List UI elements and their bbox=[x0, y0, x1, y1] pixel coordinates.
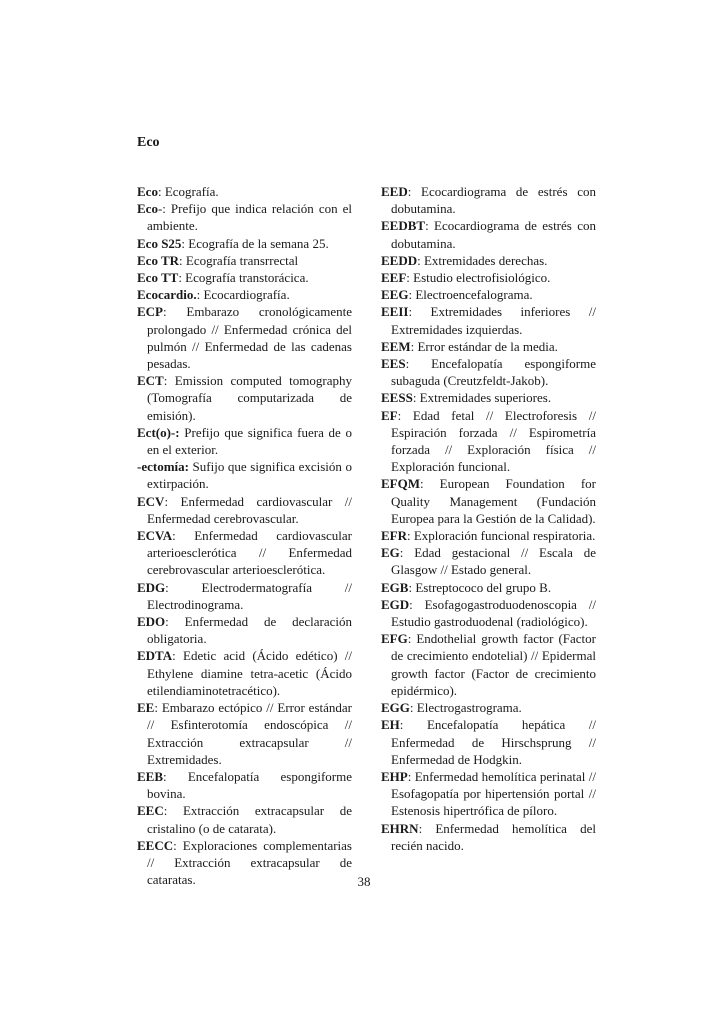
entry-term: ECT bbox=[137, 373, 164, 389]
glossary-entry bbox=[381, 768, 596, 820]
entry-term: Eco TT bbox=[137, 270, 179, 286]
entry-term: EEF bbox=[381, 270, 407, 286]
entry-definition: : Encefalopatía hepática // Enfermedad de Hirschsprung // Enfermedad de Hodgkin. bbox=[391, 717, 596, 767]
entry-definition: : Encefalopatía espongiforme bovina. bbox=[147, 768, 352, 802]
glossary-entry bbox=[137, 286, 352, 303]
glossary-entry bbox=[381, 596, 596, 630]
glossary-entry bbox=[381, 269, 596, 286]
entry-definition: : Extremidades derechas. bbox=[417, 252, 548, 268]
glossary-entry bbox=[137, 647, 352, 699]
glossary-entry bbox=[381, 820, 596, 854]
right-column bbox=[381, 183, 596, 854]
entry-definition: : Enfermedad cardiovascular // Enfermedad cerebrovascular. bbox=[147, 493, 352, 526]
entry-definition: : Ecografía transtorácica. bbox=[178, 270, 309, 286]
entry-term: EFG bbox=[381, 631, 408, 647]
glossary-entry bbox=[381, 303, 596, 337]
glossary-entry bbox=[137, 527, 352, 579]
running-head: Eco bbox=[137, 135, 160, 150]
entry-term: EECC bbox=[137, 837, 174, 853]
entry-term: EDO bbox=[137, 614, 166, 630]
entry-term: EFQM bbox=[381, 476, 420, 492]
glossary-entry bbox=[137, 424, 352, 458]
entry-term: EH bbox=[381, 717, 400, 733]
entry-term: EEM bbox=[381, 338, 411, 354]
entry-term: EGB bbox=[381, 579, 409, 595]
entry-definition: -: Prefijo que indica relación con el ambiente. bbox=[147, 201, 352, 234]
entry-definition: : Esofagogastroduodenoscopia // Estudio gastroduodenal (radiológico). bbox=[391, 596, 596, 630]
entry-term: EES bbox=[381, 356, 406, 372]
glossary-entry bbox=[381, 407, 596, 476]
entry-definition: : Ecocardiograma de estrés con dobutamina. bbox=[391, 218, 596, 251]
glossary-entry bbox=[137, 802, 352, 836]
entry-definition: : Edad fetal // Electroforesis // Espiración forzada // Espirometría forzada // Exploración física // Exploración funcional. bbox=[391, 407, 596, 475]
entry-term: EHP bbox=[381, 768, 408, 784]
glossary-entry bbox=[381, 579, 596, 596]
entry-definition: : Electrodermatografía // Electrodinograma. bbox=[147, 579, 352, 612]
glossary-entry bbox=[381, 217, 596, 251]
left-column bbox=[137, 183, 352, 888]
entry-term: EESS bbox=[381, 390, 413, 406]
glossary-entry bbox=[137, 372, 352, 424]
entry-term: Eco bbox=[137, 184, 158, 199]
glossary-entry bbox=[137, 303, 352, 372]
entry-term: EFR bbox=[381, 528, 407, 544]
entry-term: EDTA bbox=[137, 648, 173, 664]
glossary-entry bbox=[381, 475, 596, 527]
entry-term: EED bbox=[381, 184, 408, 199]
entry-term: EEC bbox=[137, 803, 164, 819]
glossary-entry bbox=[381, 183, 596, 217]
glossary-entry bbox=[137, 699, 352, 768]
entry-definition: : Error estándar de la media. bbox=[410, 338, 558, 354]
entry-definition: : Electroencefalograma. bbox=[408, 287, 533, 303]
entry-definition: : Embarazo ectópico // Error estándar // Esfinterotomía endoscópica // Extracción extracapsular // Extremidades. bbox=[147, 700, 352, 767]
entry-definition: Prefijo que significa fuera de o en el exterior. bbox=[147, 424, 352, 458]
glossary-entry bbox=[137, 235, 352, 252]
glossary-entry bbox=[137, 579, 352, 613]
entry-term: EEDD bbox=[381, 252, 418, 268]
entry-term: EEB bbox=[137, 768, 164, 784]
entry-term: ECV bbox=[137, 493, 165, 509]
entry-term: ECVA bbox=[137, 528, 173, 544]
entry-definition: : Ecografía de la semana 25. bbox=[181, 235, 329, 251]
entry-term: EE bbox=[137, 700, 155, 716]
entry-definition: : Ecocardiografía. bbox=[196, 287, 290, 303]
entry-definition: : Ecocardiograma de estrés con dobutamina. bbox=[391, 184, 596, 217]
entry-definition: : Enfermedad cardiovascular arterioesclerótica // Enfermedad cerebrovascular arterioesclerótica. bbox=[147, 528, 352, 578]
entry-definition: : Ecografía transrrectal bbox=[179, 252, 299, 268]
glossary-entry bbox=[381, 355, 596, 389]
entry-definition: : Edetic acid (Ácido edético) // Ethylene diamine tetra-acetic (Ácido etilendiaminotetracético). bbox=[147, 648, 352, 698]
entry-term: EEII bbox=[381, 304, 409, 320]
entry-definition: : Enfermedad de declaración obligatoria. bbox=[147, 614, 352, 647]
entry-term: EEDBT bbox=[381, 218, 426, 234]
entry-term: Eco S25 bbox=[137, 235, 182, 251]
entry-definition: : Extremidades superiores. bbox=[412, 390, 552, 406]
entry-definition: : Extracción extracapsular de cristalino (o de catarata). bbox=[147, 803, 352, 836]
entry-term: Eco TR bbox=[137, 252, 180, 268]
glossary-entry bbox=[381, 630, 596, 699]
glossary-entry bbox=[381, 527, 596, 544]
glossary-entry bbox=[381, 716, 596, 768]
glossary-entry bbox=[381, 252, 596, 269]
page-number: 38 bbox=[357, 874, 371, 889]
entry-definition: : Emission computed tomography (Tomografía computarizada de emisión). bbox=[147, 373, 352, 423]
entry-term: Ect(o)-: bbox=[137, 424, 180, 440]
glossary-entry bbox=[381, 286, 596, 303]
glossary-entry bbox=[137, 613, 352, 647]
glossary-entry bbox=[137, 183, 352, 200]
entry-term: EGG bbox=[381, 700, 410, 716]
entry-definition: : Exploraciones complementarias // Extracción extracapsular de cataratas. bbox=[147, 837, 352, 888]
entry-term: -ectomía: bbox=[137, 459, 189, 475]
entry-term: Eco bbox=[137, 201, 158, 217]
entry-term: EF bbox=[381, 407, 398, 423]
entry-definition: : Endothelial growth factor (Factor de crecimiento endotelial) // Epidermal growth factor (Factor de crecimiento epidérmico). bbox=[391, 631, 596, 698]
entry-definition: : Enfermedad hemolítica del recién nacido. bbox=[391, 820, 596, 853]
entry-definition: : Estudio electrofisiológico. bbox=[406, 270, 551, 286]
glossary-entry bbox=[137, 768, 352, 802]
glossary-entry bbox=[137, 458, 352, 492]
entry-definition: : Estreptococo del grupo B. bbox=[408, 579, 552, 595]
entry-definition: : Extremidades inferiores // Extremidades izquierdas. bbox=[391, 304, 596, 337]
entry-term: ECP bbox=[137, 304, 163, 320]
entry-definition: : Encefalopatía espongiforme subaguda (Creutzfeldt-Jakob). bbox=[391, 356, 596, 389]
glossary-entry bbox=[381, 699, 596, 716]
entry-definition: Sufijo que significa excisión o extirpación. bbox=[147, 459, 352, 492]
entry-term: EGD bbox=[381, 596, 410, 612]
entry-term: EEG bbox=[381, 287, 409, 303]
entry-definition: : Edad gestacional // Escala de Glasgow // Estado general. bbox=[391, 545, 596, 578]
glossary-entry bbox=[137, 252, 352, 269]
entry-term: EDG bbox=[137, 579, 166, 595]
glossary-entry bbox=[381, 338, 596, 355]
glossary-entry bbox=[137, 200, 352, 234]
entry-definition: : Electrogastrograma. bbox=[409, 700, 522, 716]
entry-definition: : Ecografía. bbox=[157, 184, 219, 199]
entry-term: EHRN bbox=[381, 820, 419, 836]
glossary-entry bbox=[137, 493, 352, 527]
entry-definition: : Exploración funcional respiratoria. bbox=[407, 528, 596, 544]
entry-definition: : Embarazo cronológicamente prolongado // Enfermedad crónica del pulmón // Enfermedad de las cadenas pesadas. bbox=[147, 304, 352, 372]
entry-term: Ecocardio. bbox=[137, 287, 197, 303]
entry-term: EG bbox=[381, 545, 400, 561]
glossary-entry bbox=[137, 269, 352, 286]
glossary-entry bbox=[381, 544, 596, 578]
glossary-entry bbox=[381, 389, 596, 406]
entry-definition: : Enfermedad hemolítica perinatal // Esofagopatía por hipertensión portal // Estenosis hipertrófica de píloro. bbox=[391, 768, 596, 819]
entry-definition: : European Foundation for Quality Management (Fundación Europea para la Gestión de la Calidad). bbox=[391, 476, 596, 526]
